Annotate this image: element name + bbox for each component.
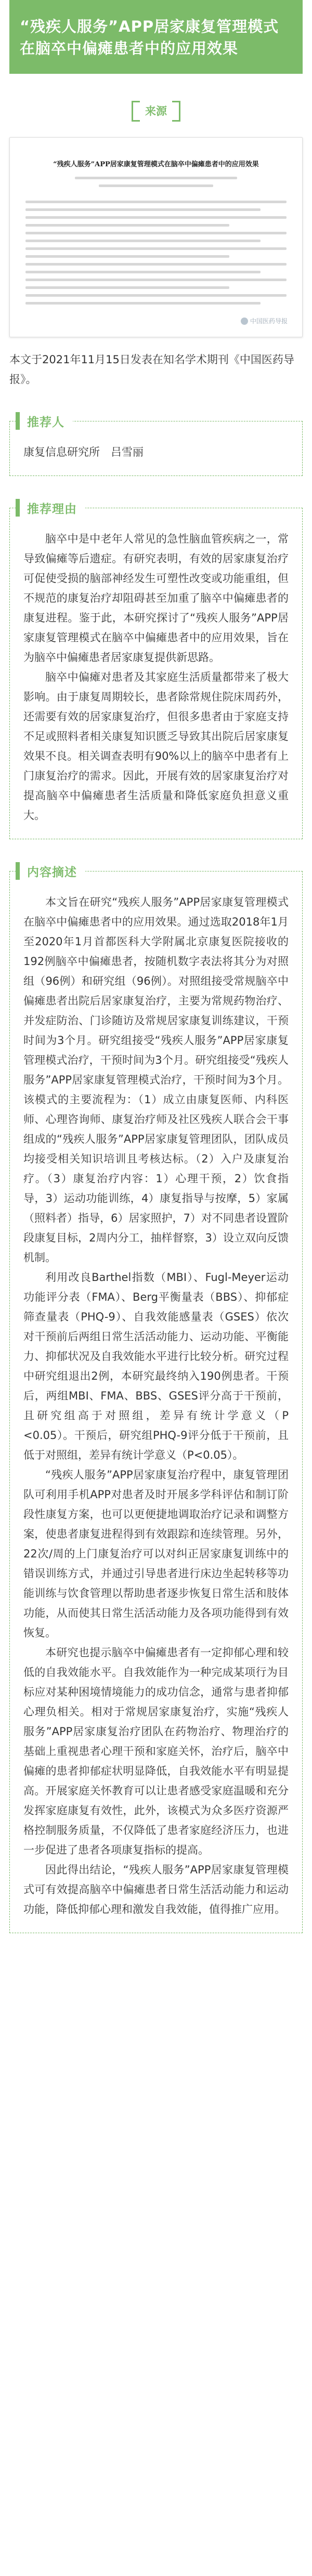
summary-paragraph: 因此得出结论，“残疾人服务”APP居家康复管理模式可有效提高脑卒中偏瘫患者日常生活活动能力和运动功能，降低抑郁心理和激发自我效能，值得推广应用。 <box>23 1864 289 1916</box>
recommender-name: 康复信息研究所 吕雪丽 <box>23 446 144 458</box>
recommender-section <box>9 410 303 476</box>
source-tab <box>132 101 180 122</box>
publication-note: 本文于2021年11月15日发表在知名学术期刊《中国医药导报》。 <box>9 353 294 386</box>
recommender-label <box>16 410 73 432</box>
paper-line <box>99 184 214 187</box>
source-tab-label: 来源 <box>145 105 167 117</box>
bracket-left <box>132 101 140 122</box>
paper-line <box>75 177 237 179</box>
paper-line <box>25 271 261 273</box>
reason-section <box>9 497 303 839</box>
watermark-text: 中国医药导报 <box>250 318 288 325</box>
summary-paragraph: 本文旨在研究“残疾人服务”APP居家康复管理模式在脑卒中偏瘫患者中的应用效果。通过选取2018年1月至2020年1月首都医科大学附属北京康复医院接收的192例脑卒中偏瘫患者，按随机数字表法将其分为对照组（96例）和研究组（96例）。对照组接受常规脑卒中偏瘫患者出院后居家康复治疗，主要为常规药物治疗、并发症防治、门诊随访及常规居家康复训练建议，干预时间为3个月。研究组接受“残疾人服务”APP居家康复管理模式治疗，干预时间为3个月。研究组接受“残疾人服务”APP居家康复管理模式治疗，干预时间为3个月。该模式的主要流程为：（1）成立由康复医师、内科医师、心理咨询师、康复治疗师及社区残疾人联合会干事组成的“残疾人服务”APP居家康复管理团队，团队成员均接受相关知识培训且考核达标。（2）入户及康复治疗。（3）康复治疗内容：1）心理干预，2）饮食指导，3）运动功能训练，4）康复指导与按摩，5）家属（照料者）指导，6）居家照护，7）对不同患者设置阶段康复目标，2周内分工，抽样督察，3）设立双向反馈机制。 <box>23 896 289 1264</box>
paper-line <box>25 208 261 211</box>
recommender-label-text: 推荐人 <box>27 415 64 429</box>
paper-line <box>25 302 261 305</box>
article-header-banner <box>9 0 303 74</box>
journal-watermark <box>241 316 288 325</box>
reason-paragraph: 脑卒中是中老年人常见的急性脑血管疾病之一，常导致偏瘫等后遗症。有研究表明，有效的居家康复治疗可促使受损的脑部神经发生可塑性改变或功能重组，但不规范的康复治疗却阻碍甚至加重了脑卒中偏瘫患者的康复进程。鉴于此，本研究探讨了“残疾人服务”APP居家康复管理模式在脑卒中偏瘫患者中的应用效果，旨在为脑卒中偏瘫患者居家康复提供新思路。 <box>23 533 289 664</box>
label-bar <box>16 862 20 880</box>
paper-line <box>25 255 229 258</box>
paper-line <box>25 263 287 266</box>
paper-line <box>25 247 287 250</box>
reason-paragraph: 脑卒中偏瘫对患者及其家庭生活质量都带来了极大影响。由于康复周期较长，患者除常规住院床周药外，还需要有效的居家康复治疗，但很多患者由于家庭支持不足或照料者相关康复知识匮乏导致其出院后居家康复效果不良。相关调查表明有90%以上的脑卒中患者有上门康复治疗的需求。因此，开展有效的居家康复治疗对提高脑卒中偏瘫患者生活质量和降低家庭负担意义重大。 <box>23 671 289 822</box>
reason-label-text: 推荐理由 <box>27 502 77 516</box>
paper-title: “残疾人服务”APP居家康复管理模式在脑卒中偏瘫患者中的应用效果 <box>53 161 259 168</box>
summary-paragraph: “残疾人服务”APP居家康复治疗程中，康复管理团队可利用手机APP对患者及时开展多学科评估和制订阶段性康复方案，也可以更便捷地调取治疗记录和调整方案，使患者康复进程得到有效跟踪和连续管理。另外，22次/周的上门康复治疗可以对纠正居家康复训练中的错误训练方式，并通过引导患者进行床边坐起转移等功能训练与饮食管理以帮助患者逐步恢复日常生活和肢体功能，从而使其日常生活活动能力及各项功能得到有效恢复。 <box>23 1469 289 1639</box>
summary-section <box>9 860 303 1933</box>
paper-line <box>25 240 261 242</box>
source-paper-image <box>9 137 303 337</box>
summary-box <box>9 871 303 1933</box>
article-title: “残疾人服务”APP居家康复管理模式在脑卒中偏瘫患者中的应用效果 <box>20 18 279 57</box>
reason-label <box>16 497 85 519</box>
summary-label-text: 内容摘述 <box>27 865 77 879</box>
paper-line <box>25 224 229 227</box>
journal-logo-icon <box>241 318 248 325</box>
source-tab-wrap <box>0 74 312 122</box>
summary-paragraph: 本研究也提示脑卒中偏瘫患者有一定抑郁心理和较低的自我效能水平。自我效能作为一种完成某项行为目标应对某种困境情境能力的成功信念，通常与患者抑郁心理负相关。相对于常规居家康复治疗，实施“残疾人服务”APP居家康复治疗团队在药物治疗、物理治疗的基础上重视患者心理干预和家庭关怀，治疗后，脑卒中偏瘫的患者抑郁症状明显降低，自我效能水平有明显提高。开展家庭关怀教育可以让患者感受家庭温暖和充分发挥家庭康复有效性，此外，该模式为众多医疗资源严格控制服务质量，不仅降低了患者家庭经济压力，也进一步促进了患者各项康复指标的提高。 <box>23 1646 289 1856</box>
paper-line <box>25 216 287 219</box>
bracket-right <box>172 101 180 122</box>
summary-paragraph: 利用改良Barthel指数（MBI）、Fugl-Meyer运动功能评分表（FMA）、Berg平衡量表（BBS）、抑郁症筛查量表（PHQ-9）、自我效能感量表（GSES）依次对干预前后两组日常生活活动能力、运动功能、平衡能力、抑郁状况及自我效能水平进行比较分析。研究过程中研究组退出2例，本研究最终纳入190例患者。干预后，两组MBI、FMA、BBS、GSES评分高于干预前，且研究组高于对照组，差异有统计学意义（P <0.05）。干预后，研究组PHQ-9评分低于干预前，且低于对照组，差异有统计学意义（P<0.05）。 <box>23 1271 289 1461</box>
reason-box <box>9 508 303 839</box>
paper-line <box>25 294 287 297</box>
label-bar <box>16 499 20 517</box>
label-bar <box>16 412 20 430</box>
paper-line <box>25 232 287 234</box>
paper-line <box>25 201 287 203</box>
paper-line <box>25 279 287 281</box>
paper-line <box>25 286 229 289</box>
summary-label <box>16 860 85 882</box>
